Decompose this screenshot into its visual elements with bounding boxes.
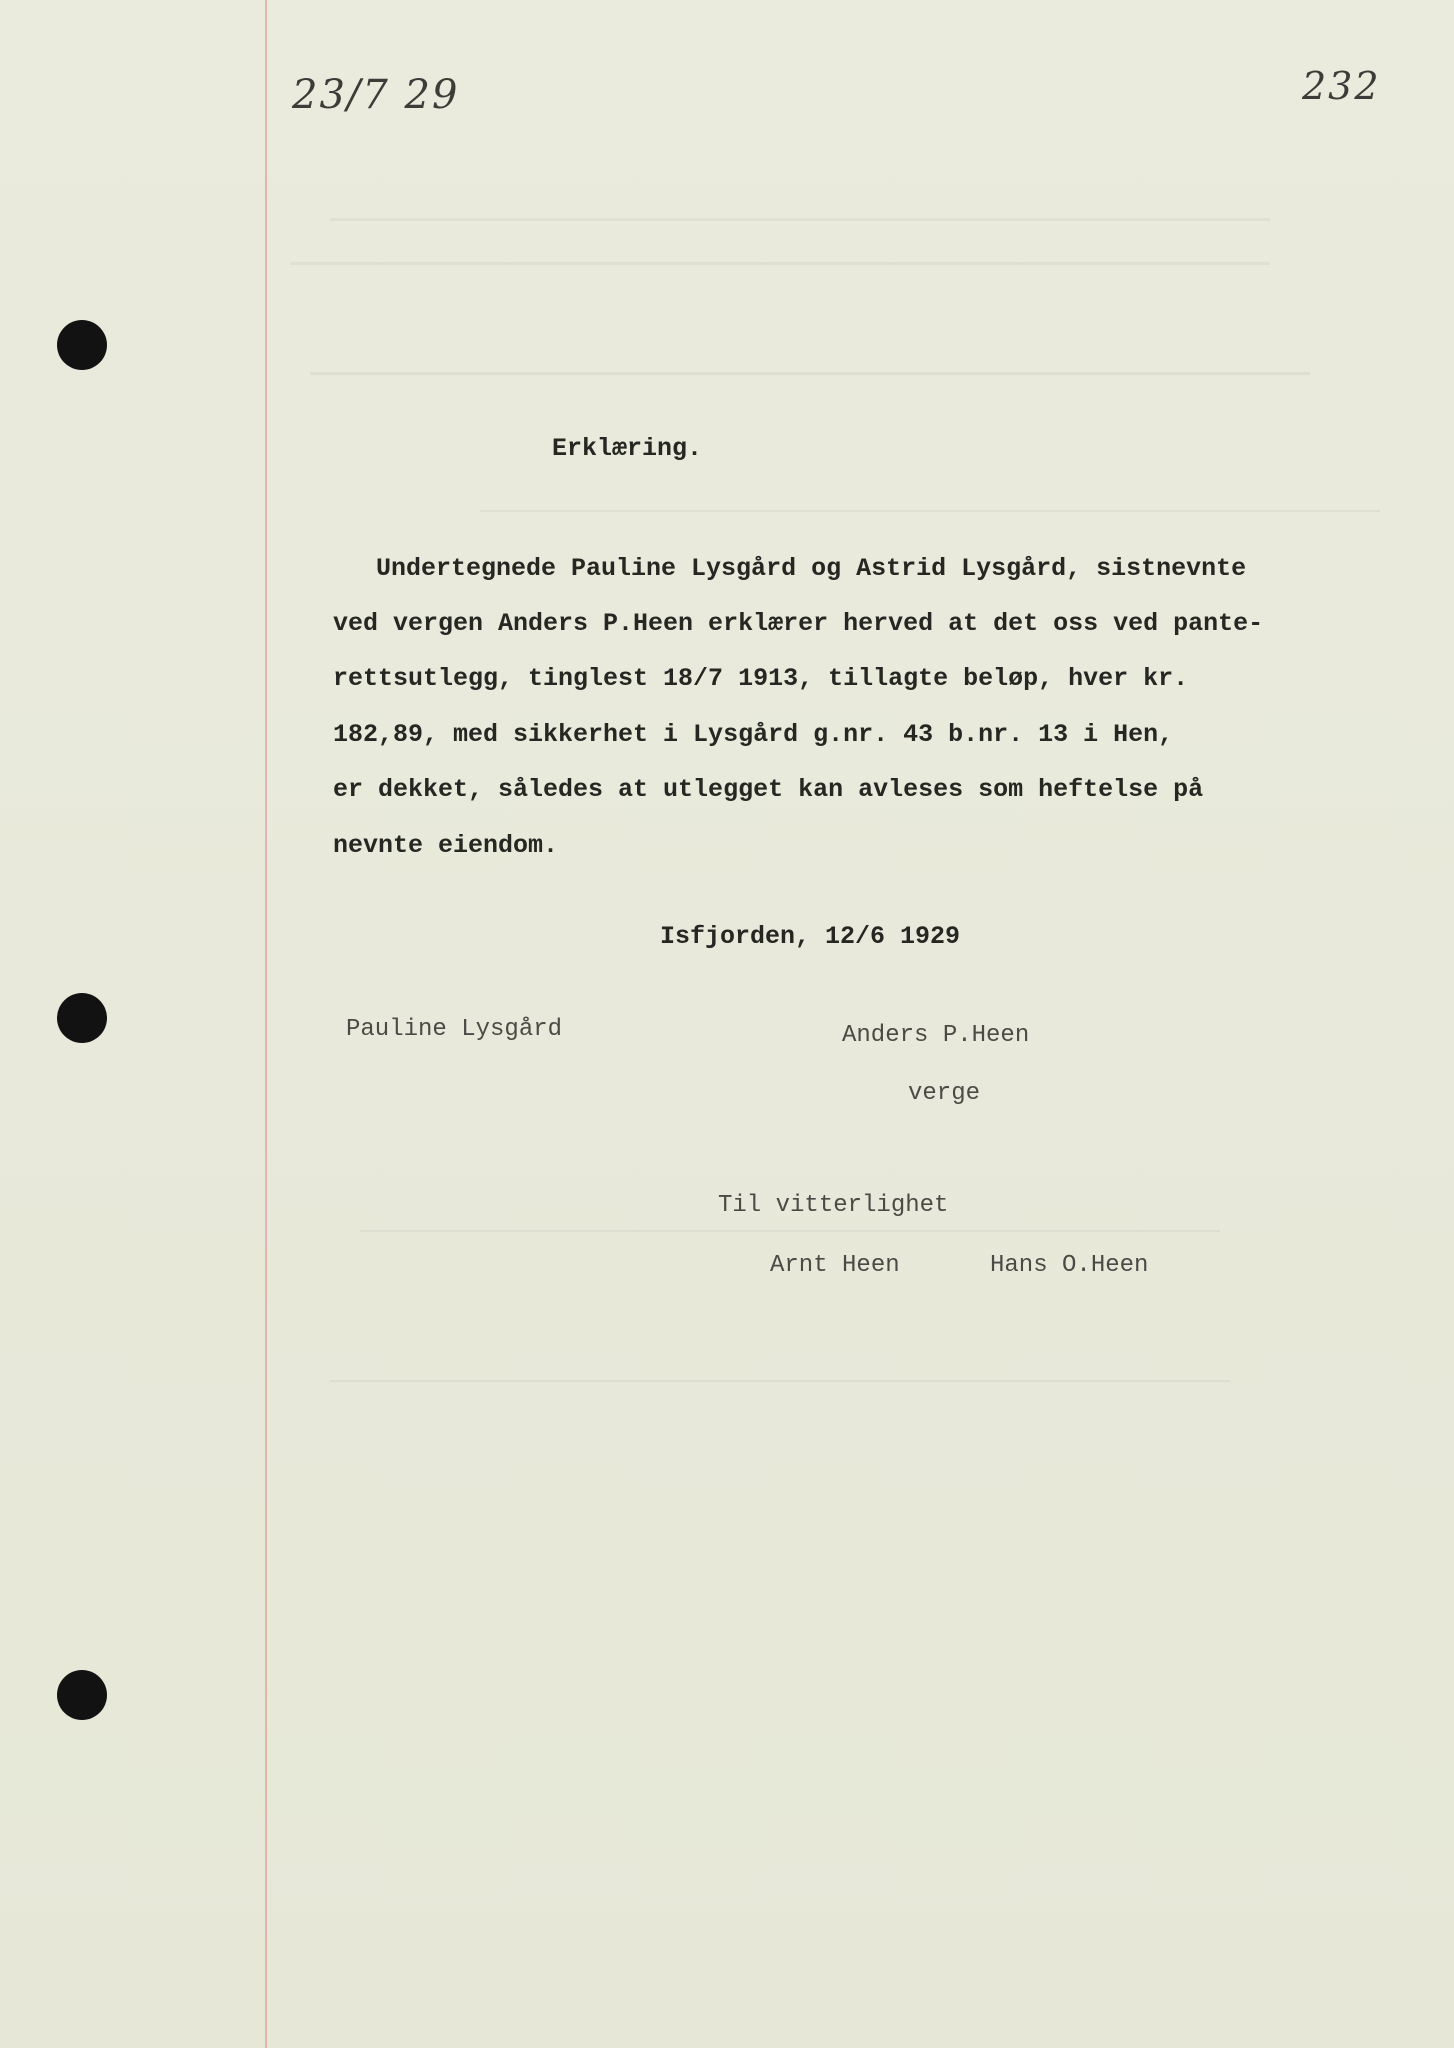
bleed-through-mark: [360, 1230, 1220, 1232]
bleed-through-mark: [330, 218, 1270, 221]
punch-hole-middle: [57, 993, 107, 1043]
bleed-through-mark: [310, 372, 1310, 375]
signature-left: Pauline Lysgård: [346, 1016, 563, 1043]
handwritten-date: 23/7 29: [292, 72, 460, 118]
signature-right: Anders P.Heen: [842, 1022, 1030, 1049]
witness-name-1: Arnt Heen: [770, 1252, 900, 1279]
signature-right-role: verge: [908, 1080, 981, 1107]
page-number: 232: [1302, 64, 1381, 108]
margin-line: [265, 0, 267, 2048]
body-line-3: rettsutlegg, tinglest 18/7 1913, tillagte beløp, hver kr.: [333, 664, 1189, 693]
body-line-1: Undertegnede Pauline Lysgård og Astrid Lysgård, sistnevnte: [376, 554, 1247, 583]
bleed-through-mark: [290, 262, 1270, 265]
punch-hole-bottom: [57, 1670, 107, 1720]
punch-hole-top: [57, 320, 107, 370]
body-line-4: 182,89, med sikkerhet i Lysgård g.nr. 43 b.nr. 13 i Hen,: [333, 720, 1174, 749]
bleed-through-mark: [480, 510, 1380, 512]
place-and-date: Isfjorden, 12/6 1929: [660, 922, 961, 951]
document-title: Erklæring.: [552, 434, 703, 463]
body-line-6: nevnte eiendom.: [333, 831, 559, 860]
witness-name-2: Hans O.Heen: [990, 1252, 1149, 1279]
witness-label: Til vitterlighet: [718, 1192, 949, 1219]
bleed-through-mark: [330, 1380, 1230, 1382]
body-line-2: ved vergen Anders P.Heen erklærer herved at det oss ved pante-: [333, 609, 1264, 638]
body-line-5: er dekket, således at utlegget kan avleses som heftelse på: [333, 775, 1204, 804]
